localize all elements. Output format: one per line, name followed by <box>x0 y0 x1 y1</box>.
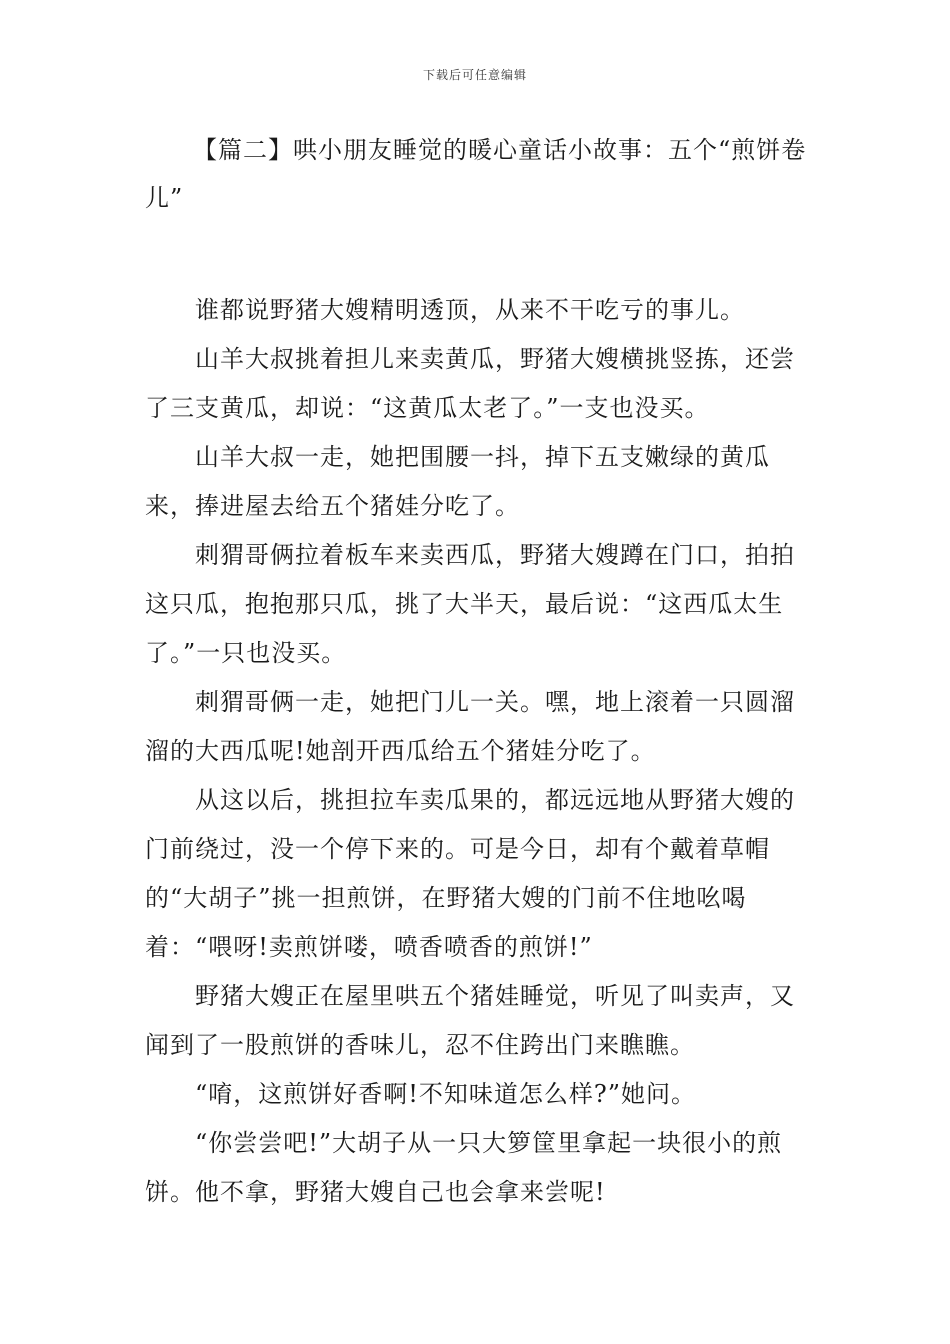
document-body <box>145 126 810 1217</box>
title-spacer <box>145 222 810 286</box>
paragraph: 野猪大嫂正在屋里哄五个猪娃睡觉，听见了叫卖声，又闻到了一股煎饼的香味儿，忍不住跨出门来瞧瞧。 <box>145 982 795 1059</box>
paragraph: “唷，这煎饼好香啊!不知味道怎么样?”她问。 <box>195 1080 697 1108</box>
paragraph: 谁都说野猪大嫂精明透顶，从来不干吃亏的事儿。 <box>195 296 745 324</box>
paragraph: 刺猬哥俩拉着板车来卖西瓜，野猪大嫂蹲在门口，拍拍这只瓜，抱抱那只瓜，挑了大半天，最后说：“这西瓜太生了。”一只也没买。 <box>145 541 795 667</box>
paragraph: 山羊大叔挑着担儿来卖黄瓜，野猪大嫂横挑竖拣，还尝了三支黄瓜，却说：“这黄瓜太老了。”一支也没买。 <box>145 345 795 422</box>
paragraph: 从这以后，挑担拉车卖瓜果的，都远远地从野猪大嫂的门前绕过，没一个停下来的。可是今日，却有个戴着草帽的“大胡子”挑一担煎饼，在野猪大嫂的门前不住地吆喝着：“喂呀!卖煎饼喽，喷香喷香的煎饼!” <box>145 786 795 961</box>
header-note: 下载后可任意编辑 <box>422 68 527 82</box>
paragraph: 刺猬哥俩一走，她把门儿一关。嘿，地上滚着一只圆溜溜的大西瓜呢!她剖开西瓜给五个猪娃分吃了。 <box>145 688 795 765</box>
paragraph: “你尝尝吧!”大胡子从一只大箩筐里拿起一块很小的煎饼。他不拿，野猪大嫂自己也会拿来尝呢! <box>145 1129 783 1206</box>
document-title: 【篇二】哄小朋友睡觉的暖心童话小故事：五个“煎饼卷儿” <box>145 136 807 212</box>
paragraph: 山羊大叔一走，她把围腰一抖，掉下五支嫩绿的黄瓜来，捧进屋去给五个猪娃分吃了。 <box>145 443 770 520</box>
